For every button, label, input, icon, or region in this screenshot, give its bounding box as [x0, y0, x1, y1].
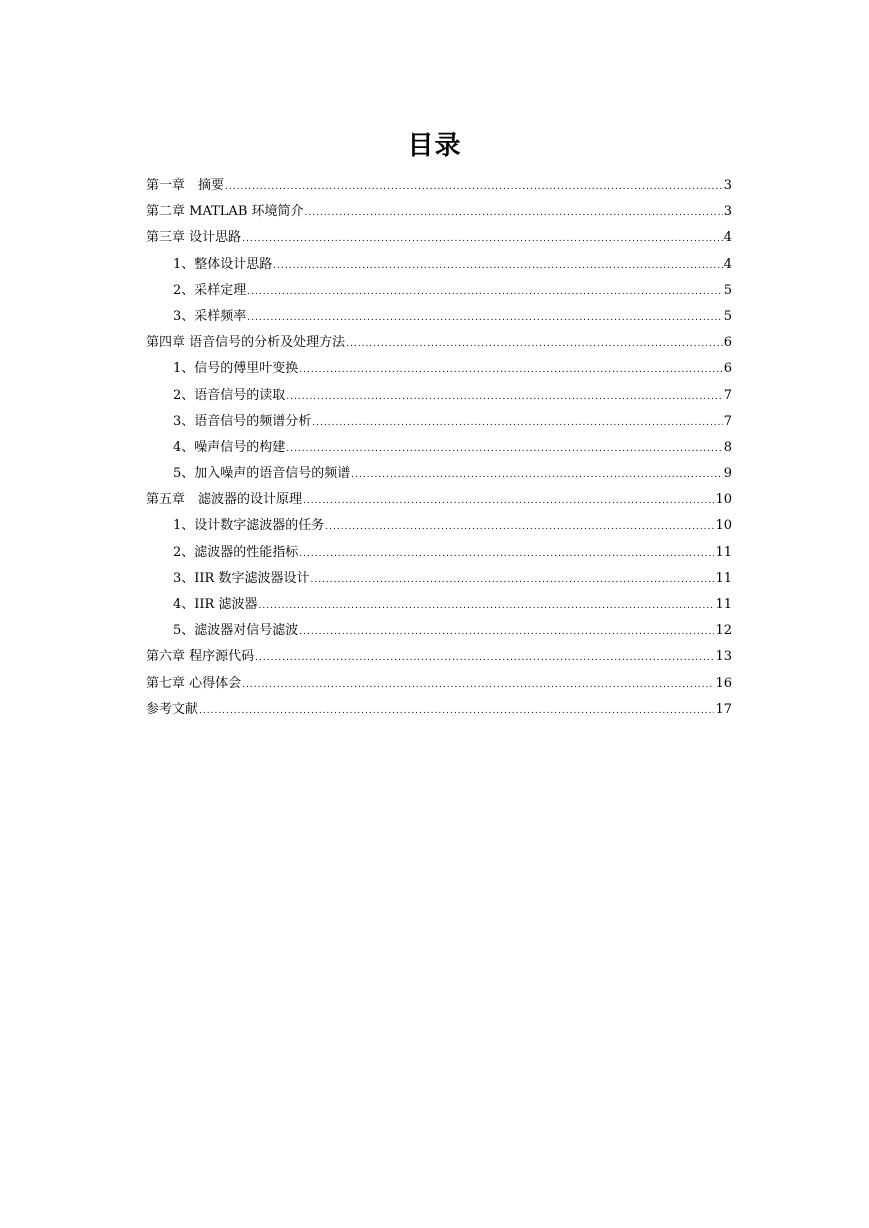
toc-entry-label: 1、整体设计思路 [173, 256, 273, 272]
toc-entry[interactable] [146, 173, 732, 199]
toc-entry-label: 第七章 心得体会 [146, 675, 242, 691]
toc-entry[interactable] [146, 618, 732, 644]
toc-dot-leader [247, 305, 722, 331]
toc-entry[interactable] [146, 383, 732, 409]
toc-entry-page-number: 7 [723, 387, 732, 403]
toc-entry-label: 第六章 程序源代码 [146, 649, 255, 665]
toc-entry-page-number: 6 [723, 361, 732, 377]
toc-dot-leader [299, 541, 714, 567]
toc-entry[interactable] [146, 592, 732, 618]
toc-entry-page-number: 8 [723, 439, 732, 455]
toc-entry-page-number: 17 [715, 701, 732, 717]
toc-entry[interactable] [146, 409, 732, 435]
toc-entry-page-number: 13 [715, 649, 732, 665]
toc-entry[interactable] [146, 540, 732, 566]
toc-entry[interactable] [146, 487, 732, 513]
toc-entry[interactable] [146, 644, 732, 670]
toc-entry[interactable] [146, 199, 732, 225]
toc-entry-label: 4、IIR 滤波器 [173, 597, 258, 612]
toc-entry-label: 第三章 设计思路 [146, 230, 242, 246]
toc-entry-label: 1、信号的傅里叶变换 [173, 361, 299, 377]
toc-entry-page-number: 7 [723, 413, 732, 429]
toc-entry-label: 3、IIR 数字滤波器设计 [173, 570, 310, 586]
toc-entry[interactable] [146, 356, 732, 382]
toc-entry[interactable] [146, 225, 732, 251]
toc-entry-page-number: 6 [723, 335, 732, 351]
toc-entry-label: 3、采样频率 [173, 308, 247, 324]
toc-entry-label: 参考文献 [146, 701, 199, 717]
toc-entry[interactable] [146, 461, 732, 487]
toc-dot-leader [312, 410, 722, 436]
toc-entry-label: 5、滤波器对信号滤波 [173, 623, 299, 639]
toc-entry-label: 2、语音信号的读取 [173, 387, 286, 403]
toc-dot-leader [346, 331, 723, 357]
toc-dot-leader [286, 384, 722, 410]
toc-dot-leader [258, 593, 714, 619]
toc-entry-label: 5、加入噪声的语音信号的频谱 [173, 466, 351, 482]
toc-entry-page-number: 9 [723, 466, 732, 482]
toc-entry-page-number: 10 [715, 518, 732, 534]
toc-entry-page-number: 5 [723, 308, 732, 324]
toc-dot-leader [310, 567, 714, 593]
toc-dot-leader [351, 462, 722, 488]
toc-dot-leader [303, 488, 714, 514]
toc-entry-page-number: 4 [723, 230, 732, 246]
toc-entry-label: 第四章 语音信号的分析及处理方法 [146, 335, 346, 351]
toc-dot-leader [225, 174, 723, 200]
toc-entry[interactable] [146, 513, 732, 539]
toc-dot-leader [255, 645, 714, 671]
toc-dot-leader [286, 436, 722, 462]
toc-entry[interactable] [146, 278, 732, 304]
toc-entry-label: 第二章 MATLAB 环境简介 [146, 204, 304, 220]
toc-entry-page-number: 3 [723, 178, 732, 193]
toc-entry[interactable] [146, 697, 732, 723]
toc-dot-leader [242, 226, 723, 252]
toc-entry-page-number: 11 [715, 597, 732, 612]
toc-entry-page-number: 16 [715, 675, 732, 691]
toc-entry[interactable] [146, 566, 732, 592]
toc-entry-label: 第五章 滤波器的设计原理 [146, 492, 303, 508]
toc-entry-page-number: 10 [715, 492, 732, 508]
toc-entry[interactable] [146, 671, 732, 697]
toc-entry-page-number: 5 [723, 282, 732, 298]
toc-entry[interactable] [146, 304, 732, 330]
toc-dot-leader [242, 672, 714, 698]
toc-entry[interactable] [146, 330, 732, 356]
table-of-contents [146, 173, 732, 723]
toc-dot-leader [199, 698, 714, 724]
toc-entry-label: 1、设计数字滤波器的任务 [173, 518, 325, 534]
toc-entry-page-number: 11 [715, 544, 732, 560]
toc-entry[interactable] [146, 435, 732, 461]
toc-dot-leader [299, 619, 714, 645]
toc-dot-leader [247, 279, 722, 305]
toc-dot-leader [273, 253, 722, 279]
toc-dot-leader [305, 200, 723, 226]
toc-entry-page-number: 3 [723, 204, 732, 220]
toc-entry-page-number: 12 [715, 623, 732, 639]
toc-entry-label: 3、语音信号的频谱分析 [173, 413, 312, 429]
toc-entry-page-number: 4 [723, 256, 732, 272]
toc-entry-label: 4、噪声信号的构建 [173, 439, 286, 455]
toc-entry-label: 2、采样定理 [173, 282, 247, 298]
toc-title: 目录 [407, 131, 462, 161]
toc-entry[interactable] [146, 252, 732, 278]
toc-dot-leader [299, 357, 722, 383]
toc-entry-label: 2、滤波器的性能指标 [173, 544, 299, 560]
toc-entry-page-number: 11 [715, 570, 732, 586]
toc-entry-label: 第一章 摘要 [146, 178, 225, 193]
toc-dot-leader [325, 514, 714, 540]
